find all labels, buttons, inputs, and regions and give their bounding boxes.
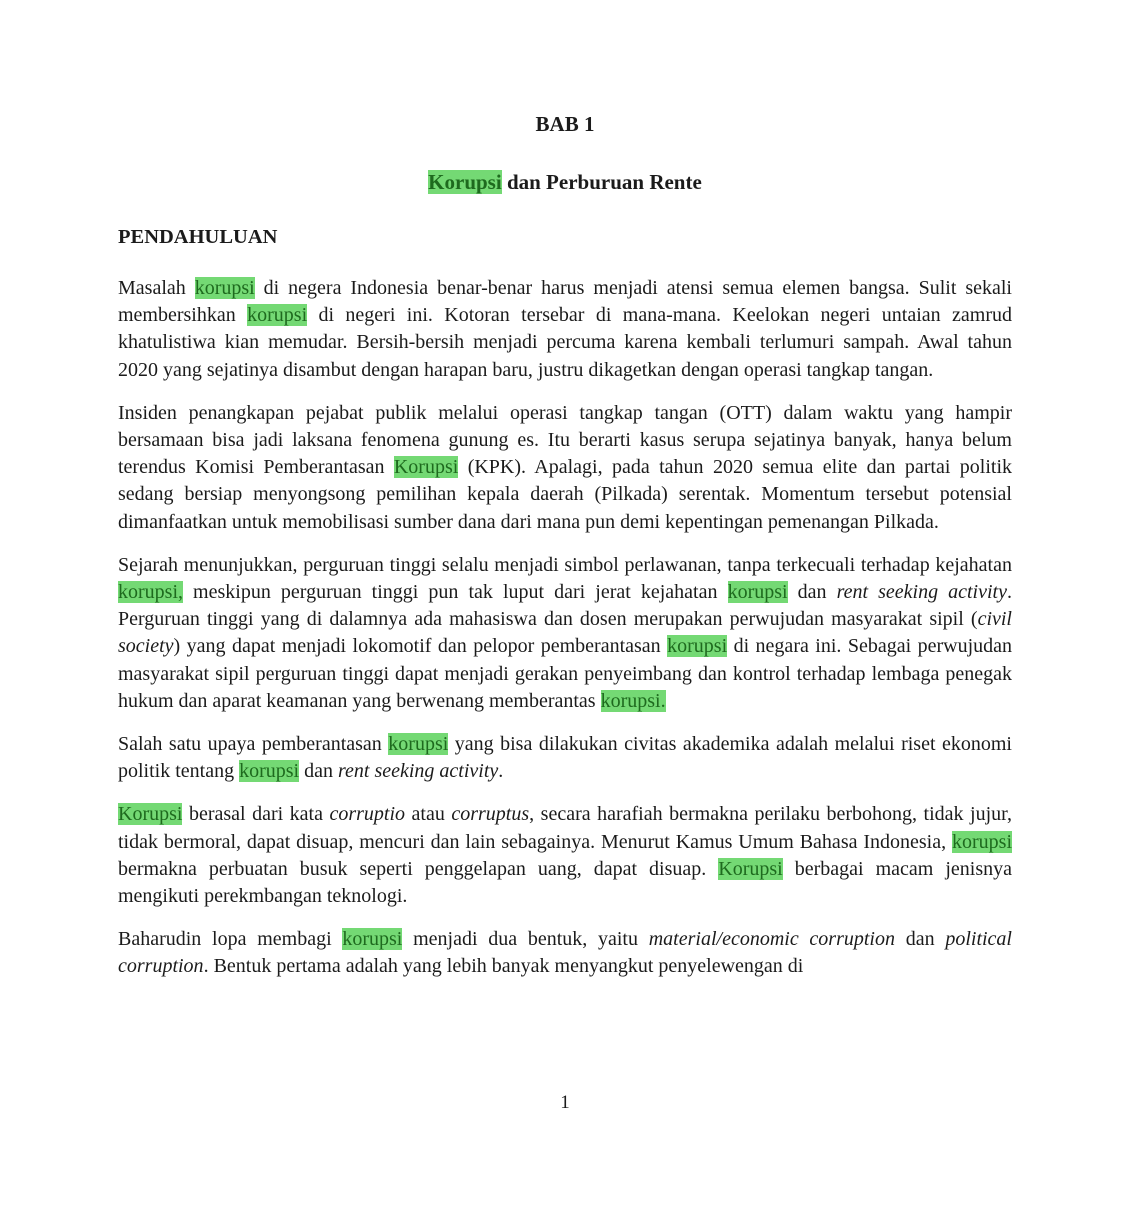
italic-text: political corruption xyxy=(118,928,1012,978)
highlighted-text: korupsi xyxy=(239,760,300,783)
paragraph xyxy=(118,552,1012,715)
highlighted-text: Korupsi xyxy=(118,803,183,826)
italic-text: corruptio xyxy=(329,803,406,826)
text-segment: di negeri ini. Kotoran tersebar di mana-mana. Keelokan negeri untaian zamrud khatulistiwa kian memudar. Bersih-bersih menjadi percuma karena kembali terlumuri sampah. Awal tahun 2020 yang sejatinya disambut dengan harapan baru, justru dikagetkan dengan operasi tangkap tangan. xyxy=(118,304,1012,381)
section-heading: PENDAHULUAN xyxy=(118,226,278,248)
text-segment: . Bentuk pertama adalah yang lebih banyak menyangkut penyelewengan di xyxy=(203,955,804,978)
highlighted-text: Korupsi xyxy=(428,170,502,194)
text-segment: di negera Indonesia benar-benar harus menjadi atensi semua elemen bangsa. Sulit sekali membersihkan xyxy=(118,277,1012,327)
text-segment: (KPK). Apalagi, pada tahun 2020 semua elite dan partai politik sedang bersiap menyongsong pemilihan kepala daerah (Pilkada) serentak. Momentum tersebut potensial dimanfaatkan untuk memobilisasi sumber dana dari mana pun demi kepentingan pemenangan Pilkada. xyxy=(118,456,1012,533)
paragraph xyxy=(118,275,1012,384)
highlighted-text: Korupsi xyxy=(393,456,459,479)
text-segment: . xyxy=(498,760,504,783)
chapter-title: BAB 1 xyxy=(535,112,595,136)
text-segment: . Perguruan tinggi yang di dalamnya ada mahasiswa dan dosen merupakan perwujudan masyarakat sipil ( xyxy=(118,581,1012,631)
text-segment: meskipun perguruan tinggi pun tak luput dari jerat kejahatan xyxy=(183,581,728,604)
paragraph xyxy=(118,801,1012,910)
text-segment: ) yang dapat menjadi lokomotif dan pelopor pemberantasan xyxy=(173,635,668,658)
highlighted-text: korupsi xyxy=(388,733,449,756)
paragraph xyxy=(118,731,1012,785)
document-content xyxy=(118,0,1012,981)
document-title xyxy=(118,170,1012,195)
italic-text: rent seeking activity xyxy=(836,581,1007,604)
paragraph xyxy=(118,926,1012,980)
highlighted-text: korupsi xyxy=(247,304,308,327)
highlighted-text: korupsi xyxy=(667,635,728,658)
text-segment: bermakna perbuatan busuk seperti penggelapan uang, dapat disuap. xyxy=(118,857,719,880)
text-segment: dan xyxy=(894,928,946,951)
text-segment: menjadi dua bentuk, yaitu xyxy=(402,928,649,951)
italic-text: material/economic corruption xyxy=(648,928,895,951)
text-segment: Baharudin lopa membagi xyxy=(118,928,343,951)
italic-text: civil society xyxy=(118,608,1012,658)
text-segment: Sejarah menunjukkan, perguruan tinggi selalu menjadi simbol perlawanan, tanpa terkecuali terhadap kejahatan xyxy=(118,553,1012,576)
text-segment: Masalah xyxy=(118,277,195,299)
text-segment: atau xyxy=(405,803,452,826)
page-number: 1 xyxy=(560,1092,570,1113)
highlighted-text: korupsi, xyxy=(118,581,183,604)
text-segment: yang bisa dilakukan civitas akademika adalah melalui riset ekonomi politik tentang xyxy=(118,733,1012,783)
highlighted-text: korupsi xyxy=(342,928,403,951)
text-segment: berasal dari kata xyxy=(182,803,330,826)
text-segment: dan xyxy=(299,760,338,783)
highlighted-text: korupsi xyxy=(952,830,1012,853)
text-segment: Salah satu upaya pemberantasan xyxy=(118,733,389,756)
italic-text: corruptus xyxy=(451,803,530,826)
text-segment: dan Perburuan Rente xyxy=(501,170,702,194)
highlighted-text: Korupsi xyxy=(718,857,783,880)
paragraph xyxy=(118,400,1012,536)
text-segment: di negara ini. Sebagai perwujudan masyarakat sipil perguruan tinggi dapat menjadi gerakan penyeimbang dan kontrol terhadap lembaga penegak hukum dan aparat keamanan yang berwenang memberantas xyxy=(118,635,1013,712)
highlighted-text: korupsi xyxy=(194,277,255,299)
highlighted-text: korupsi. xyxy=(600,689,666,712)
text-segment: Insiden penangkapan pejabat publik melalui operasi tangkap tangan (OTT) dalam waktu yang hampir bersamaan bisa jadi laksana fenomena gunung es. Itu berarti kasus serupa sejatinya banyak, hanya belum terendus Komisi Pemberantasan xyxy=(118,401,1012,479)
italic-text: rent seeking activity xyxy=(337,760,499,783)
text-segment: berbagai macam jenisnya mengikuti perekmbangan teknologi. xyxy=(118,857,1012,908)
highlighted-text: korupsi xyxy=(727,581,788,604)
text-segment: , secara harafiah bermakna perilaku berbohong, tidak jujur, tidak bermoral, dapat disuap, mencuri dan lain sebagainya. Menurut Kamus Umum Bahasa Indonesia, xyxy=(118,803,1012,853)
text-segment: dan xyxy=(787,581,837,604)
